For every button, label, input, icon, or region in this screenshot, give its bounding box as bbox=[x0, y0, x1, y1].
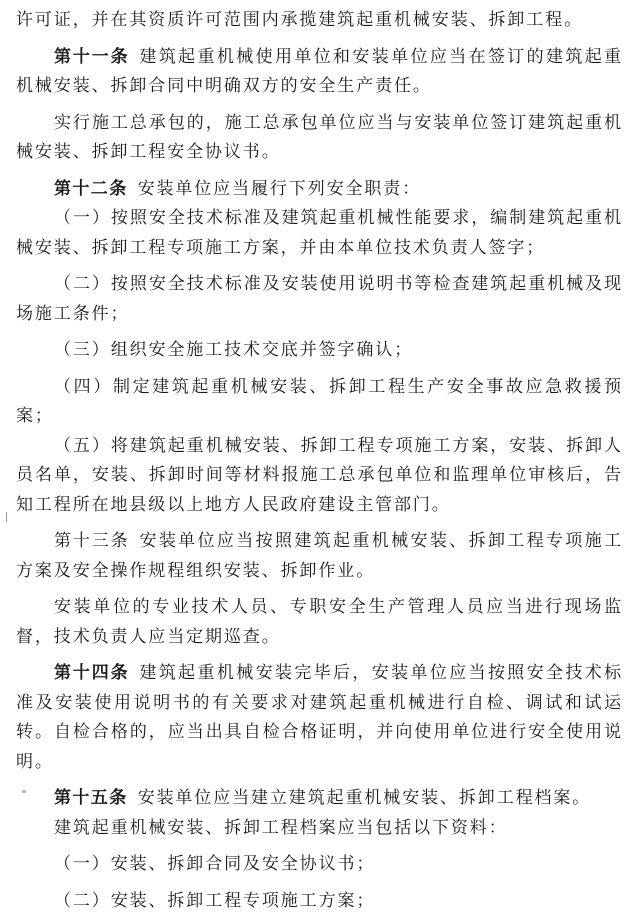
article-12 bbox=[16, 175, 623, 205]
list-item: （一）安装、拆卸合同及安全协议书； bbox=[16, 850, 623, 880]
article-11 bbox=[16, 43, 623, 102]
article-text: 安装单位应当建立建筑起重机械安装、拆卸工程档案。 bbox=[138, 788, 592, 808]
list-item: （二）安装、拆卸工程专项施工方案； bbox=[16, 887, 623, 916]
list-item: （二）按照安全技术标准及安装使用说明书等检查建筑起重机械及现场施工条件； bbox=[16, 270, 623, 329]
list-item: （一）按照安全技术标准及建筑起重机械性能要求，编制建筑起重机械安装、拆卸工程专项施工方案，并由本单位技术负责人签字； bbox=[16, 204, 623, 263]
article-text: 安装单位应当履行下列安全职责： bbox=[138, 179, 422, 199]
list-item: （五）将建筑起重机械安装、拆卸工程专项施工方案，安装、拆卸人员名单，安装、拆卸时间等材料报施工总承包单位和监理单位审核后，告知工程所在地县级以上地方人民政府建设主管部门。 bbox=[16, 432, 623, 521]
article-number: 第十五条 bbox=[54, 788, 128, 808]
list-item: （三）组织安全施工技术交底并签字确认； bbox=[16, 336, 623, 366]
article-text: 安装单位应当按照建筑起重机械安装、拆卸工程专项施工方案及安全操作规程组织安装、拆卸作业。 bbox=[16, 531, 623, 581]
scan-mark bbox=[22, 790, 26, 793]
article-number: 第十三条 bbox=[54, 531, 129, 551]
article-13 bbox=[16, 527, 623, 586]
scan-mark bbox=[6, 512, 7, 522]
paragraph: 许可证，并在其资质许可范围内承揽建筑起重机械安装、拆卸工程。 bbox=[16, 6, 623, 36]
article-15 bbox=[16, 784, 623, 814]
article-text: 建筑起重机械安装完毕后，安装单位应当按照安全技术标准及安装使用说明书的有关要求对建筑起重机械进行自检、调试和试运转。自检合格的，应当出具自检合格证明，并向使用单位进行安全使用说明。 bbox=[16, 663, 623, 772]
paragraph: 建筑起重机械安装、拆卸工程档案应当包括以下资料： bbox=[16, 814, 623, 844]
paragraph: 实行施工总承包的，施工总承包单位应当与安装单位签订建筑起重机械安装、拆卸工程安全协议书。 bbox=[16, 109, 623, 168]
article-number: 第十一条 bbox=[54, 47, 129, 67]
article-text: 建筑起重机械使用单位和安装单位应当在签订的建筑起重机械安装、拆卸合同中明确双方的安全生产责任。 bbox=[16, 47, 623, 97]
article-number: 第十四条 bbox=[54, 663, 129, 683]
paragraph: 安装单位的专业技术人员、专职安全生产管理人员应当进行现场监督，技术负责人应当定期巡查。 bbox=[16, 593, 623, 652]
article-14 bbox=[16, 659, 623, 777]
article-number: 第十二条 bbox=[54, 179, 128, 199]
list-item: （四）制定建筑起重机械安装、拆卸工程生产安全事故应急救援预案； bbox=[16, 373, 623, 432]
